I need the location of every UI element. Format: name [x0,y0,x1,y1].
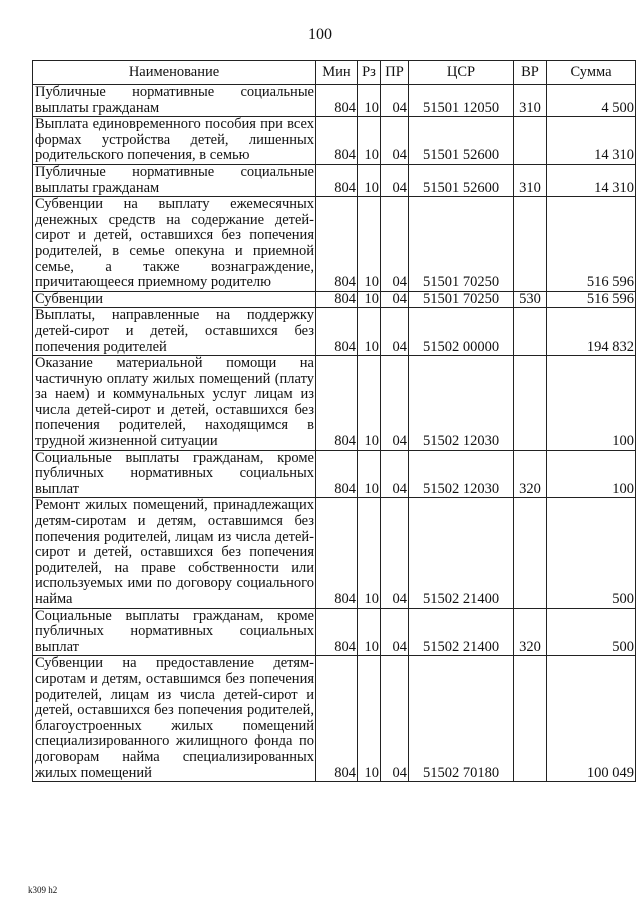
row-min: 804 [316,356,358,451]
row-min: 804 [316,291,358,308]
row-min: 804 [316,608,358,656]
row-vr [514,197,547,292]
row-csr: 51502 21400 [409,608,514,656]
row-pr: 04 [381,197,409,292]
row-name: Выплата единовременного пособия при всех формах устройства детей, лишенных родительского попечения, в семью [33,117,316,165]
table-row [33,356,636,451]
row-name: Выплаты, направленные на поддержку детей-сирот и детей, оставшихся без попечения родителей [33,308,316,356]
col-header-csr: ЦСР [409,61,514,85]
row-sum: 500 [547,498,636,608]
row-rz: 10 [358,356,381,451]
row-sum: 100 [547,356,636,451]
table-row [33,608,636,656]
table-row [33,117,636,165]
row-pr: 04 [381,498,409,608]
row-sum: 100 049 [547,656,636,782]
row-name: Социальные выплаты гражданам, кроме публичных нормативных социальных выплат [33,608,316,656]
row-sum: 194 832 [547,308,636,356]
table-header-row [33,61,636,85]
row-rz: 10 [358,197,381,292]
row-sum: 4 500 [547,85,636,117]
table-row [33,85,636,117]
row-name: Субвенции [33,291,316,308]
row-name: Оказание материальной помощи на частичную оплату жилых помещений (плату за наем) и коммунальных услуг лицам из числа детей-сирот и детей, оставшихся без попечения родителей, находящимся в трудной жизненной ситуации [33,356,316,451]
row-rz: 10 [358,85,381,117]
page-number: 100 [308,26,332,43]
row-vr [514,308,547,356]
row-sum: 500 [547,608,636,656]
table-row [33,308,636,356]
footer-code: k309 h2 [28,885,58,895]
row-csr: 51501 70250 [409,197,514,292]
col-header-pr: ПР [381,61,409,85]
table-row [33,656,636,782]
row-pr: 04 [381,356,409,451]
row-rz: 10 [358,656,381,782]
row-vr: 310 [514,164,547,196]
row-name: Публичные нормативные социальные выплаты гражданам [33,85,316,117]
row-pr: 04 [381,164,409,196]
row-sum: 516 596 [547,197,636,292]
row-rz: 10 [358,498,381,608]
row-vr [514,498,547,608]
row-rz: 10 [358,291,381,308]
row-min: 804 [316,450,358,498]
row-min: 804 [316,498,358,608]
row-csr: 51502 12030 [409,450,514,498]
row-csr: 51501 70250 [409,291,514,308]
col-header-vr: ВР [514,61,547,85]
row-csr: 51501 52600 [409,164,514,196]
row-rz: 10 [358,117,381,165]
row-sum: 100 [547,450,636,498]
row-rz: 10 [358,450,381,498]
row-min: 804 [316,117,358,165]
row-pr: 04 [381,308,409,356]
row-csr: 51502 12030 [409,356,514,451]
row-pr: 04 [381,291,409,308]
row-pr: 04 [381,656,409,782]
row-name: Социальные выплаты гражданам, кроме публичных нормативных социальных выплат [33,450,316,498]
row-csr: 51502 21400 [409,498,514,608]
row-csr: 51501 12050 [409,85,514,117]
budget-table [32,60,636,782]
row-csr: 51502 70180 [409,656,514,782]
row-pr: 04 [381,117,409,165]
row-name: Субвенции на предоставление детям-сиротам и детям, оставшимся без попечения родителей, лицам из числа детей-сирот и детей, оставшихся без попечения родителей, благоустроенных жилых помещений специализированного жилищного фонда по договорам найма специализированных жилых помещений [33,656,316,782]
row-rz: 10 [358,308,381,356]
row-csr: 51502 00000 [409,308,514,356]
row-vr [514,656,547,782]
row-min: 804 [316,85,358,117]
row-min: 804 [316,656,358,782]
row-vr [514,356,547,451]
row-min: 804 [316,197,358,292]
table-row [33,498,636,608]
row-rz: 10 [358,164,381,196]
col-header-sum: Сумма [547,61,636,85]
col-header-min: Мин [316,61,358,85]
col-header-name: Наименование [33,61,316,85]
row-vr: 320 [514,450,547,498]
row-sum: 14 310 [547,164,636,196]
table-row [33,164,636,196]
row-vr [514,117,547,165]
row-vr: 310 [514,85,547,117]
row-name: Ремонт жилых помещений, принадлежащих детям-сиротам и детям, оставшимся без попечения родителей, лицам из числа детей-сирот и детей, оставшихся без попечения родителей, на праве собственности или используемых ими по договору социального найма [33,498,316,608]
row-min: 804 [316,308,358,356]
row-vr: 320 [514,608,547,656]
row-min: 804 [316,164,358,196]
row-pr: 04 [381,608,409,656]
row-pr: 04 [381,85,409,117]
table-row [33,291,636,308]
col-header-rz: Рз [358,61,381,85]
table-row [33,450,636,498]
row-sum: 516 596 [547,291,636,308]
row-rz: 10 [358,608,381,656]
row-pr: 04 [381,450,409,498]
row-sum: 14 310 [547,117,636,165]
table-row [33,197,636,292]
row-csr: 51501 52600 [409,117,514,165]
row-name: Субвенции на выплату ежемесячных денежных средств на содержание детей-сирот и детей, оставшихся без попечения родителей, в семье опекуна и приемной семье, а также вознаграждение, причитающееся приемному родителю [33,197,316,292]
row-name: Публичные нормативные социальные выплаты гражданам [33,164,316,196]
row-vr: 530 [514,291,547,308]
